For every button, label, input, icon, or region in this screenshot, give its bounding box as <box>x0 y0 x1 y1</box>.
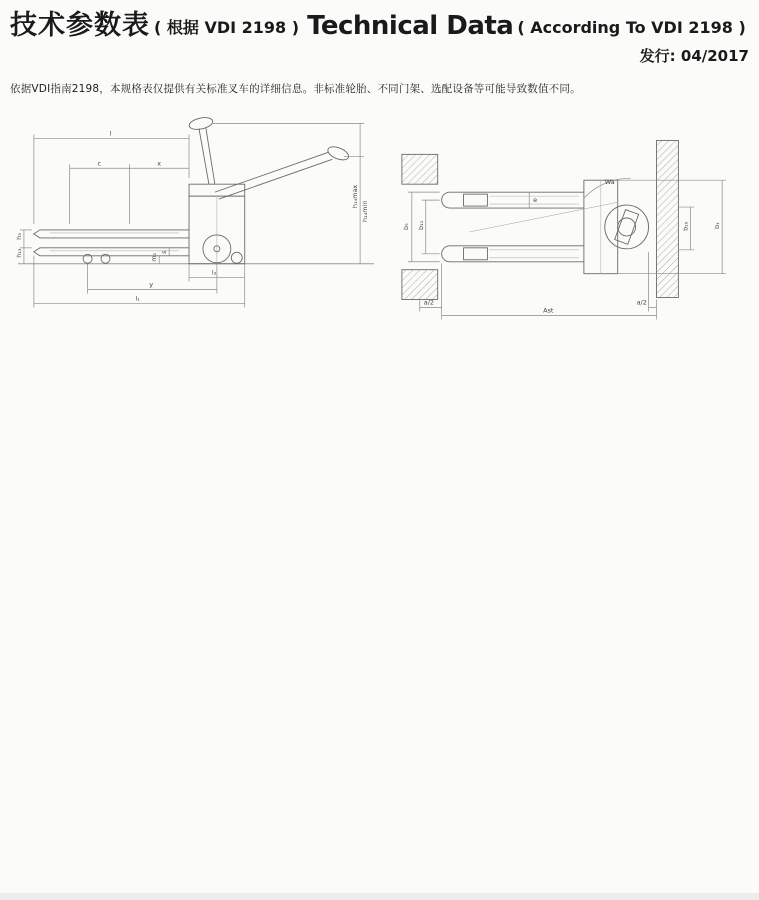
svg-text:b₅: b₅ <box>401 223 410 230</box>
svg-text:m₂: m₂ <box>150 252 159 262</box>
svg-text:Wa: Wa <box>604 178 615 187</box>
bottom-band <box>0 893 759 900</box>
side-view-drawing <box>10 112 380 324</box>
title-chinese: 技术参数表 <box>10 10 150 41</box>
svg-text:c: c <box>97 159 102 168</box>
page-header <box>8 10 751 39</box>
svg-text:e: e <box>533 196 538 205</box>
svg-text:l: l <box>109 129 112 138</box>
title-english-paren: ( According To VDI 2198 ) <box>517 18 746 38</box>
footnote: 依据VDI指南2198，本规格表仅提供有关标准叉车的详细信息。非标准轮胎、不同门架、选配设备等可能导致数值不同。 <box>10 83 581 95</box>
title-english: Technical Data <box>307 11 514 41</box>
svg-text:l₂: l₂ <box>211 268 217 277</box>
svg-text:Ast: Ast <box>543 306 554 315</box>
svg-text:b₁₁: b₁₁ <box>416 220 425 230</box>
top-view-drawing <box>380 112 749 324</box>
svg-text:y: y <box>149 280 154 289</box>
svg-text:h₃: h₃ <box>14 233 23 240</box>
issue-date: 发行: 04/2017 <box>639 47 749 65</box>
svg-text:h₁₄min: h₁₄min <box>361 200 370 222</box>
svg-text:l₁: l₁ <box>135 294 140 303</box>
svg-text:b₁₀: b₁₀ <box>681 221 690 231</box>
svg-text:h₁₃: h₁₃ <box>14 248 23 258</box>
svg-text:h₁₄max: h₁₄max <box>351 184 360 209</box>
svg-text:x: x <box>157 159 162 168</box>
title-chinese-paren: ( 根据 VDI 2198 ) <box>154 18 300 38</box>
svg-text:a/2: a/2 <box>423 298 434 307</box>
datasheet-page <box>0 0 759 324</box>
svg-text:a/2: a/2 <box>636 298 647 307</box>
technical-drawings <box>8 112 751 324</box>
svg-text:b₁: b₁ <box>713 222 722 229</box>
svg-text:s: s <box>160 250 169 254</box>
